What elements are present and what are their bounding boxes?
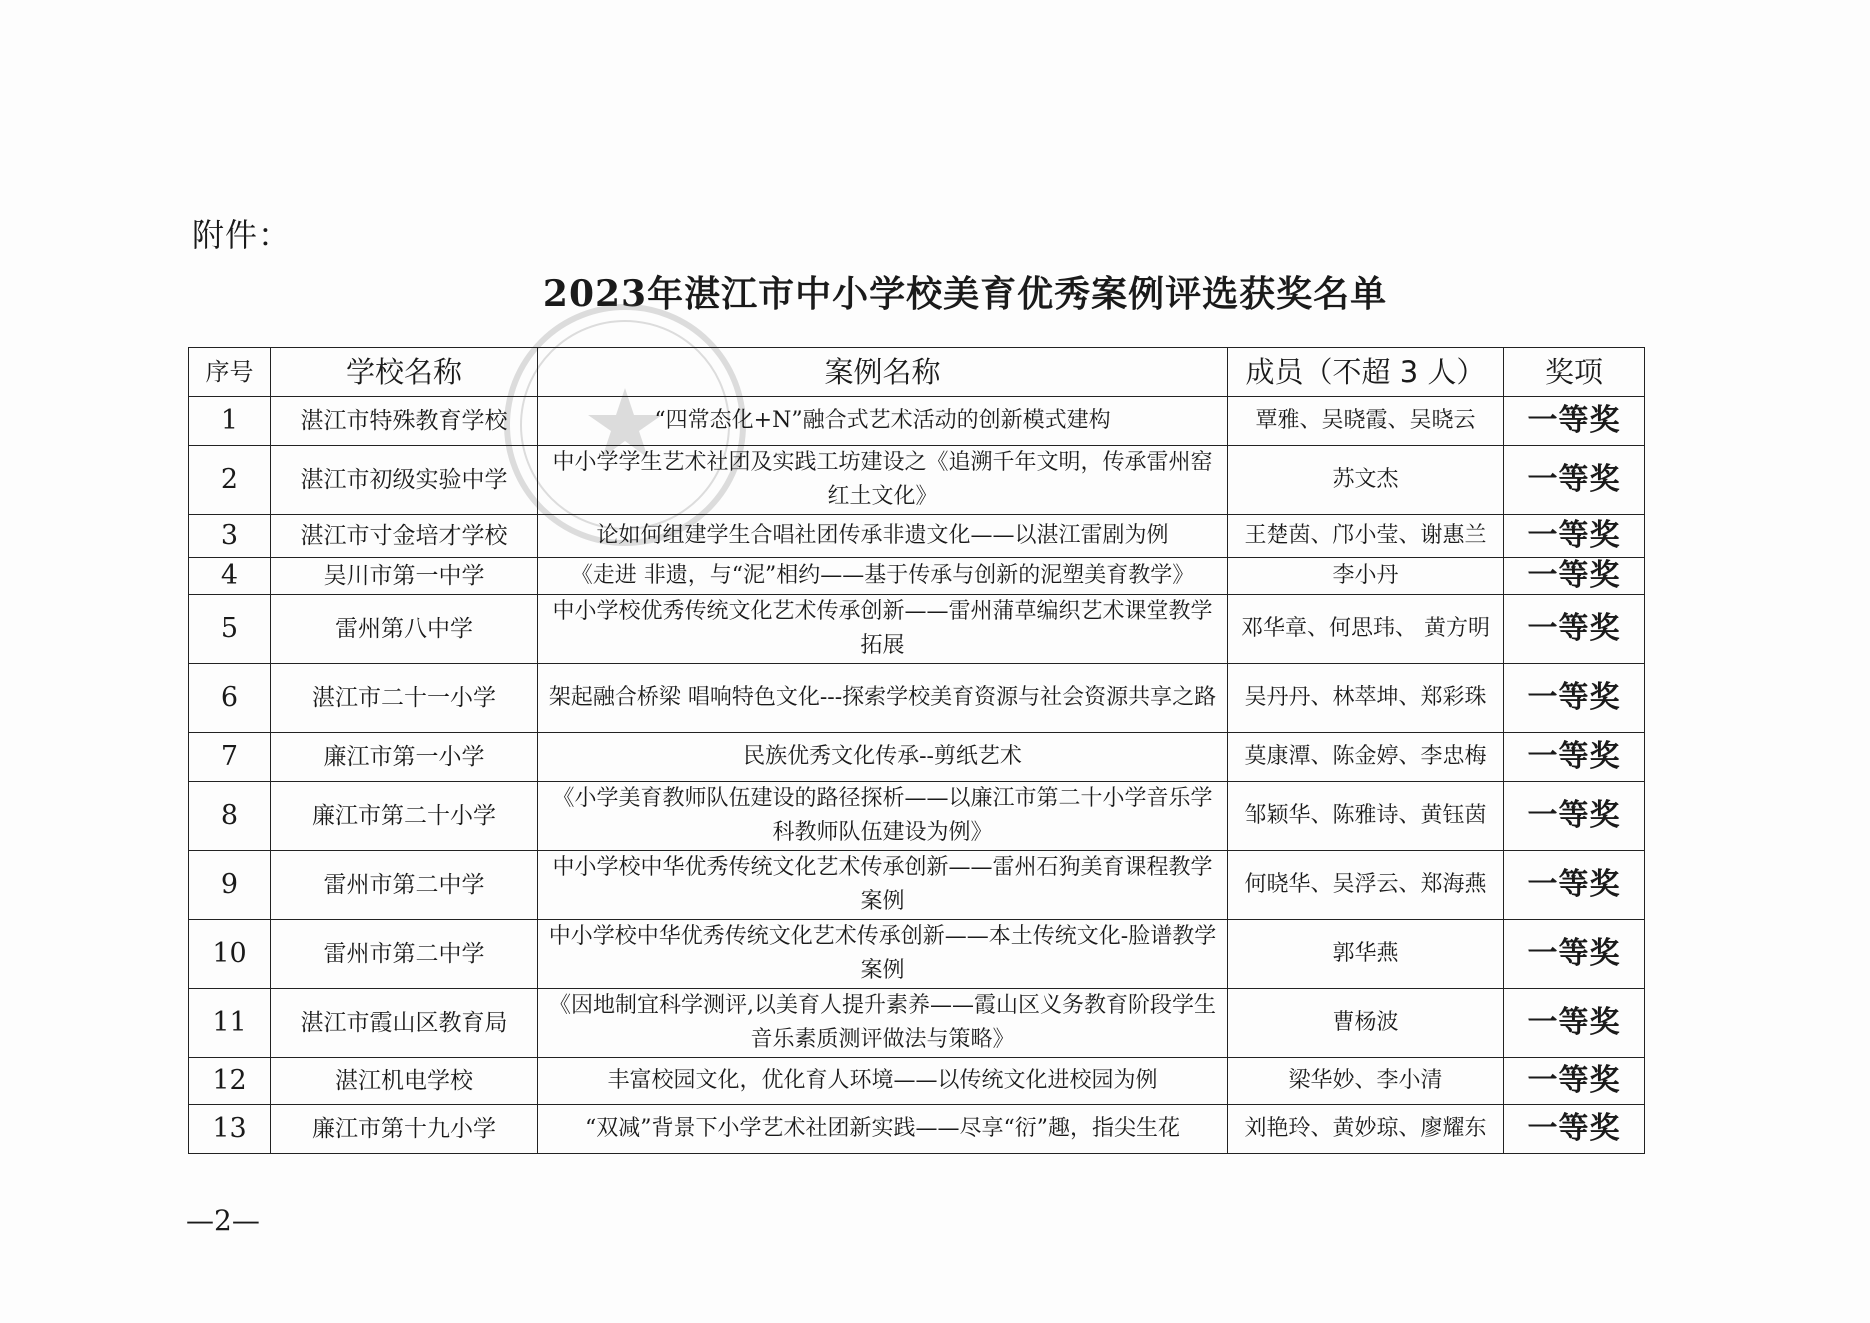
table-row [189, 920, 1645, 989]
document-title: 2023年湛江市中小学校美育优秀案例评选获奖名单 [542, 273, 1388, 315]
cell-members: 王楚茵、邝小莹、谢惠兰 [1228, 515, 1504, 558]
table-row [189, 1058, 1645, 1105]
cell-seq: 10 [189, 920, 271, 989]
cell-case: 《因地制宜科学测评,以美育人提升素养——霞山区义务教育阶段学生音乐素质测评做法与策略》 [538, 989, 1228, 1058]
cell-seq: 4 [189, 558, 271, 595]
cell-members: 梁华妙、李小清 [1228, 1058, 1504, 1105]
column-header-case: 案例名称 [538, 348, 1228, 397]
cell-members: 曹杨波 [1228, 989, 1504, 1058]
cell-award: 一等奖 [1504, 989, 1645, 1058]
cell-school: 廉江市第十九小学 [271, 1105, 538, 1154]
table-row [189, 664, 1645, 733]
cell-award: 一等奖 [1504, 733, 1645, 782]
cell-members: 邹颖华、陈雅诗、黄钰茵 [1228, 782, 1504, 851]
cell-award: 一等奖 [1504, 595, 1645, 664]
cell-school: 雷州市第二中学 [271, 851, 538, 920]
cell-seq: 7 [189, 733, 271, 782]
attachment-label: 附件： [192, 216, 292, 254]
page-number: —2— [186, 1204, 260, 1237]
table-row [189, 851, 1645, 920]
cell-members: 吴丹丹、林萃坤、郑彩珠 [1228, 664, 1504, 733]
cell-award: 一等奖 [1504, 1058, 1645, 1105]
table-row [189, 733, 1645, 782]
column-header-seq: 序号 [189, 348, 271, 397]
cell-award: 一等奖 [1504, 782, 1645, 851]
cell-members: 邓华章、何思玮、 黄方明 [1228, 595, 1504, 664]
cell-school: 湛江机电学校 [271, 1058, 538, 1105]
cell-seq: 6 [189, 664, 271, 733]
cell-case: 中小学校中华优秀传统文化艺术传承创新——雷州石狗美育课程教学案例 [538, 851, 1228, 920]
cell-school: 雷州市第二中学 [271, 920, 538, 989]
cell-school: 廉江市第二十小学 [271, 782, 538, 851]
table-row [189, 782, 1645, 851]
cell-seq: 9 [189, 851, 271, 920]
cell-case: 丰富校园文化，优化育人环境——以传统文化进校园为例 [538, 1058, 1228, 1105]
cell-members: 莫康潭、陈金婷、李忠梅 [1228, 733, 1504, 782]
cell-seq: 3 [189, 515, 271, 558]
cell-case: 论如何组建学生合唱社团传承非遗文化——以湛江雷剧为例 [538, 515, 1228, 558]
cell-members: 李小丹 [1228, 558, 1504, 595]
cell-school: 湛江市二十一小学 [271, 664, 538, 733]
cell-school: 雷州第八中学 [271, 595, 538, 664]
cell-award: 一等奖 [1504, 397, 1645, 446]
cell-seq: 11 [189, 989, 271, 1058]
column-header-award: 奖项 [1504, 348, 1645, 397]
cell-case: 中小学校中华优秀传统文化艺术传承创新——本土传统文化-脸谱教学案例 [538, 920, 1228, 989]
cell-seq: 1 [189, 397, 271, 446]
table-row [189, 515, 1645, 558]
cell-case: 《小学美育教师队伍建设的路径探析——以廉江市第二十小学音乐学科教师队伍建设为例》 [538, 782, 1228, 851]
cell-award: 一等奖 [1504, 664, 1645, 733]
cell-award: 一等奖 [1504, 1105, 1645, 1154]
cell-seq: 5 [189, 595, 271, 664]
cell-school: 湛江市初级实验中学 [271, 446, 538, 515]
cell-seq: 8 [189, 782, 271, 851]
table-row [189, 397, 1645, 446]
award-list-table [188, 347, 1645, 1154]
cell-school: 湛江市寸金培才学校 [271, 515, 538, 558]
cell-case: “双减”背景下小学艺术社团新实践——尽享“衍”趣，指尖生花 [538, 1105, 1228, 1154]
cell-members: 覃雅、吴晓霞、吴晓云 [1228, 397, 1504, 446]
cell-seq: 12 [189, 1058, 271, 1105]
cell-case: 《走进 非遗，与“泥”相约——基于传承与创新的泥塑美育教学》 [538, 558, 1228, 595]
table-row [189, 558, 1645, 595]
table-row [189, 1105, 1645, 1154]
cell-award: 一等奖 [1504, 515, 1645, 558]
cell-case: 中小学学生艺术社团及实践工坊建设之《追溯千年文明，传承雷州窑红土文化》 [538, 446, 1228, 515]
cell-school: 湛江市霞山区教育局 [271, 989, 538, 1058]
cell-award: 一等奖 [1504, 851, 1645, 920]
cell-members: 刘艳玲、黄妙琼、廖耀东 [1228, 1105, 1504, 1154]
cell-case: 民族优秀文化传承--剪纸艺术 [538, 733, 1228, 782]
cell-school: 湛江市特殊教育学校 [271, 397, 538, 446]
cell-school: 吴川市第一中学 [271, 558, 538, 595]
cell-case: 中小学校优秀传统文化艺术传承创新——雷州蒲草编织艺术课堂教学拓展 [538, 595, 1228, 664]
cell-members: 何晓华、吴浮云、郑海燕 [1228, 851, 1504, 920]
cell-award: 一等奖 [1504, 558, 1645, 595]
cell-case: 架起融合桥梁 唱响特色文化---探索学校美育资源与社会资源共享之路 [538, 664, 1228, 733]
cell-school: 廉江市第一小学 [271, 733, 538, 782]
cell-members: 郭华燕 [1228, 920, 1504, 989]
cell-seq: 2 [189, 446, 271, 515]
cell-members: 苏文杰 [1228, 446, 1504, 515]
column-header-members: 成员（不超 3 人） [1228, 348, 1504, 397]
table-row [189, 595, 1645, 664]
cell-award: 一等奖 [1504, 920, 1645, 989]
table-header-row [189, 348, 1645, 397]
table-row [189, 446, 1645, 515]
cell-case: “四常态化+N”融合式艺术活动的创新模式建构 [538, 397, 1228, 446]
table-row [189, 989, 1645, 1058]
column-header-school: 学校名称 [271, 348, 538, 397]
cell-seq: 13 [189, 1105, 271, 1154]
cell-award: 一等奖 [1504, 446, 1645, 515]
